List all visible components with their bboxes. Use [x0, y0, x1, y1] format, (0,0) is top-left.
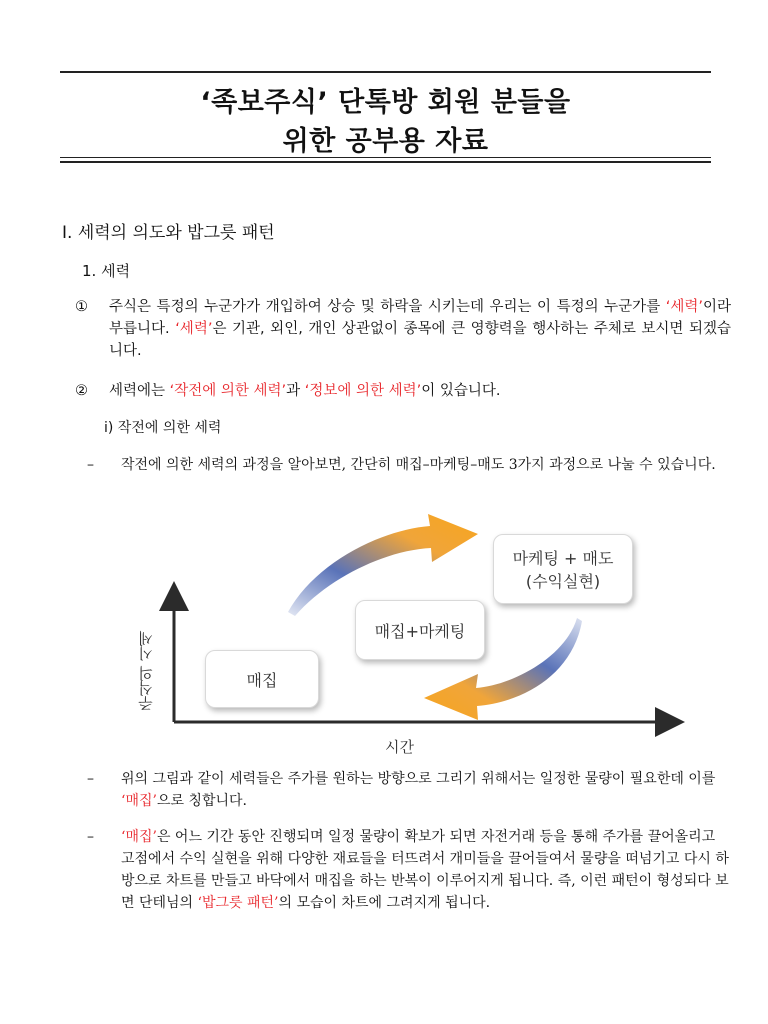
paragraph-1 — [75, 296, 732, 362]
paragraph-5 — [87, 768, 733, 812]
marketing-selling-box — [493, 534, 633, 604]
box3-line2: (수익실현) — [525, 572, 601, 591]
p1-highlight-a: ‘세력’ — [665, 299, 703, 315]
p6-highlight-a: ‘매집’ — [121, 829, 157, 845]
page-title-line1: ‘족보주식’ 단톡방 회원 분들을 — [200, 87, 571, 118]
p4-text: 작전에 의한 세력의 과정을 알아보면, 간단히 매집–마케팅–매도 3가지 과정으로 나눌 수 있습니다. — [121, 457, 716, 473]
title-rule-bottom-thick — [60, 161, 711, 163]
title-rule-top — [60, 71, 711, 73]
dash-marker: – — [87, 771, 94, 787]
p6-text-b: 의 모습이 차트에 그려지게 됩니다. — [278, 895, 491, 911]
circled-number-1: ① — [75, 299, 88, 315]
dash-marker: – — [87, 829, 94, 845]
accumulation-box — [205, 650, 319, 708]
x-axis-label: 시간 — [385, 738, 414, 756]
paragraph-2 — [75, 380, 731, 402]
sub-heading: 1. 세력 — [82, 262, 131, 280]
p6-highlight-b: ‘밥그릇 패턴’ — [197, 895, 279, 911]
p2-text-b: 과 — [286, 383, 305, 399]
section-heading: I. 세력의 의도와 밥그릇 패턴 — [62, 223, 275, 243]
p5-text-a: 위의 그림과 같이 세력들은 주가를 원하는 방향으로 그리기 위해서는 일정한 물량이 필요한데 이를 — [121, 771, 716, 787]
dash-marker: – — [87, 457, 94, 473]
p2-text-a: 세력에는 — [109, 383, 170, 399]
box3-line1: 마케팅 + 매도 — [512, 549, 614, 568]
title-rule-bottom-thin — [60, 157, 711, 158]
box2-label: 매집+마케팅 — [374, 621, 466, 641]
p1-text-a: 주식은 특정의 누군가가 개입하여 상승 및 하락을 시키는데 우리는 이 특정의 누군가를 — [109, 299, 666, 315]
process-diagram — [130, 508, 690, 758]
box1-label: 매집 — [246, 670, 278, 690]
p5-text-b: 으로 칭합니다. — [156, 793, 247, 809]
p5-highlight: ‘매집’ — [121, 793, 157, 809]
page-title-line2: 위한 공부용 자료 — [282, 126, 489, 157]
p1-text-c: 은 기관, 외인, 개인 상관없이 종목에 큰 영향력을 행사하는 주체로 보시면 되겠습니다. — [109, 321, 732, 359]
p2-highlight-b: ‘정보에 의한 세력’ — [304, 383, 422, 399]
p1-highlight-b: ‘세력’ — [175, 321, 213, 337]
circled-number-2: ② — [75, 383, 88, 399]
p2-highlight-a: ‘작전에 의한 세력’ — [169, 383, 287, 399]
y-axis-label: 주식의 시세 — [137, 631, 155, 711]
paragraph-4 — [87, 454, 733, 476]
paragraph-6 — [87, 826, 733, 914]
p6-text-a: 은 어느 기간 동안 진행되며 일정 물량이 확보가 되면 자전거래 등을 통해 주가를 끌어올리고 고점에서 수익 실현을 위해 다양한 재료들을 터뜨려서 개미들을 끌어들여서 물량을 떠넘기고 다시 하방으로 차트를 만들고 바닥에서 매집을 하는 반복이 이루어지게 됩니다. 즉, 이런 패턴이 형성되다 보면 단테님의 — [121, 829, 729, 911]
sub-item-heading: i) 작전에 의한 세력 — [104, 420, 222, 436]
p2-text-c: 이 있습니다. — [421, 383, 501, 399]
p1-text-b: 이라 부릅니다. — [109, 299, 731, 337]
accumulation-marketing-box — [355, 600, 485, 660]
